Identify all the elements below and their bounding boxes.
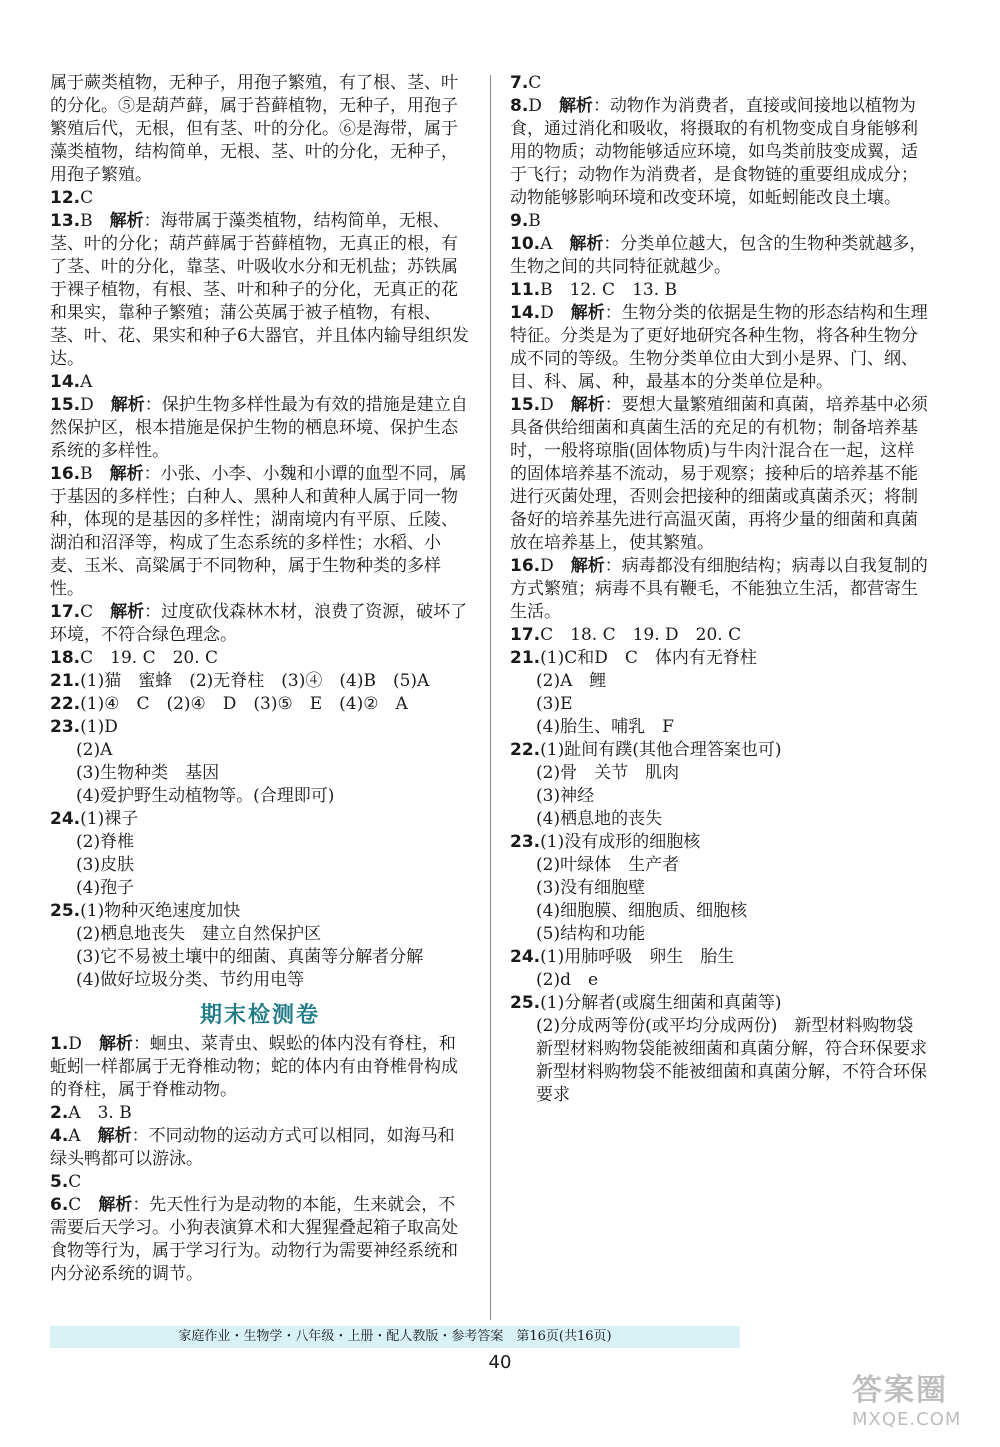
answer-text: (1)C和D C 体内有无脊柱 xyxy=(540,648,757,668)
answer-item xyxy=(50,785,470,808)
analysis-label: 解析 xyxy=(110,395,145,415)
answer-text: (2)脊椎 xyxy=(76,832,135,852)
answer-item xyxy=(50,1033,470,1102)
answer-text: A xyxy=(80,372,93,392)
answer-item xyxy=(50,716,470,739)
answer-text: (5)结构和功能 xyxy=(536,924,646,944)
answer-text: C xyxy=(80,188,94,208)
answer-item xyxy=(50,693,470,716)
answer-text: (4)做好垃圾分类、节约用电等 xyxy=(76,970,305,990)
answer-item xyxy=(50,900,470,923)
question-number: 12. xyxy=(50,188,81,208)
question-number: 18. xyxy=(50,648,81,668)
answer-text: (2)A 鲤 xyxy=(536,671,607,691)
footer-bar: 家庭作业・生物学・八年级・上册・配人教版・参考答案 第16页(共16页) xyxy=(50,1326,740,1348)
answer-text: (1)用肺呼吸 卵生 胎生 xyxy=(540,947,735,967)
answer-text: ：先天性行为是动物的本能，生来就会，不需要后天学习。小狗表演算术和大猩猩叠起箱子取高处食物等行为，属于学习行为。动物行为需要神经系统和内分泌系统的调节。 xyxy=(50,1195,458,1284)
answer-text: C 18. C 19. D 20. C xyxy=(540,625,742,645)
answer-item xyxy=(510,555,930,624)
answer-text: B xyxy=(528,211,541,231)
answer-item xyxy=(50,739,470,762)
answer-text: ：保护生物多样性最为有效的措施是建立自然保护区，根本措施是保护生物的栖息环境、保护生态系统的多样性。 xyxy=(50,395,468,461)
answer-item xyxy=(50,371,470,394)
answer-item xyxy=(510,739,930,762)
answer-item xyxy=(510,394,930,555)
answer-text: (2)A xyxy=(76,740,113,760)
answer-text: (4)胎生、哺乳 F xyxy=(536,717,674,737)
watermark-bottom-text: MXQE.COM xyxy=(852,1409,962,1430)
answer-text: (1)④ C (2)④ D (3)⑤ E (4)② A xyxy=(80,694,408,714)
answer-item xyxy=(510,72,930,95)
answer-text: (3)没有细胞壁 xyxy=(536,878,646,898)
answer-text: (4)孢子 xyxy=(76,878,135,898)
answer-item xyxy=(50,969,470,992)
answer-text: (3)皮肤 xyxy=(76,855,135,875)
answer-item xyxy=(510,210,930,233)
answer-item xyxy=(510,233,930,279)
column-divider xyxy=(490,75,491,1320)
answer-item xyxy=(510,992,930,1015)
answer-item xyxy=(50,1125,470,1171)
answer-item xyxy=(50,187,470,210)
answer-item xyxy=(510,969,930,992)
analysis-label: 解析 xyxy=(569,234,604,254)
answer-text: (4)爱护野生动植物等。(合理即可) xyxy=(76,786,335,806)
question-number: 13. xyxy=(50,211,81,231)
answer-letter: D xyxy=(540,395,554,415)
question-number: 24. xyxy=(510,947,541,967)
answer-item xyxy=(50,1102,470,1125)
answer-text: ：动物作为消费者，直接或间接地以植物为食，通过消化和吸收，将摄取的有机物变成自身能够利用的物质；动物能够适应环境，如鸟类前肢变成翼，适于飞行；动物作为消费者，是食物链的重要组成成分；动物能够影响环境和改变环境，如蚯蚓能改良土壤。 xyxy=(510,96,918,208)
answer-item xyxy=(510,716,930,739)
watermark-logo xyxy=(852,1365,982,1430)
question-number: 21. xyxy=(510,648,541,668)
answer-letter: D xyxy=(68,1034,82,1054)
answer-text: (2)骨 关节 肌肉 xyxy=(536,763,680,783)
analysis-label: 解析 xyxy=(109,464,144,484)
answer-item xyxy=(50,923,470,946)
analysis-label: 解析 xyxy=(109,211,144,231)
answer-text: (1)物种灭绝速度加快 xyxy=(80,901,241,921)
question-number: 4. xyxy=(50,1126,69,1146)
question-number: 2. xyxy=(50,1103,69,1123)
question-number: 16. xyxy=(50,464,81,484)
answer-text: 属于蕨类植物，无种子，用孢子繁殖，有了根、茎、叶的分化。⑤是葫芦藓，属于苔藓植物，无种子，用孢子繁殖后代，无根，但有茎、叶的分化。⑥是海带，属于藻类植物，结构简单，无根、茎、叶的分化，无种子，用孢子繁殖。 xyxy=(50,73,458,185)
analysis-label: 解析 xyxy=(98,1195,133,1215)
answer-text: (3)神经 xyxy=(536,786,595,806)
answer-letter: D xyxy=(540,303,554,323)
answer-text: B 12. C 13. B xyxy=(540,280,677,300)
question-number: 23. xyxy=(510,832,541,852)
answer-text: (4)细胞膜、细胞质、细胞核 xyxy=(536,901,748,921)
page-number: 40 xyxy=(488,1352,512,1373)
answer-item xyxy=(510,785,930,808)
question-number: 17. xyxy=(50,602,81,622)
answer-item xyxy=(50,210,470,371)
answer-text: (1)裸子 xyxy=(80,809,139,829)
answer-text: (1)分解者(或腐生细菌和真菌等) xyxy=(540,993,782,1013)
answer-item xyxy=(510,831,930,854)
question-number: 23. xyxy=(50,717,81,737)
answer-item xyxy=(510,854,930,877)
answer-item xyxy=(50,601,470,647)
answer-item xyxy=(510,647,930,670)
answer-text: (1)趾间有蹼(其他合理答案也可) xyxy=(540,740,782,760)
answer-text: (3)E xyxy=(536,694,573,714)
answer-item xyxy=(50,394,470,463)
answer-letter: A xyxy=(540,234,553,254)
answer-letter: A xyxy=(68,1126,81,1146)
question-number: 24. xyxy=(50,809,81,829)
answer-text: ：生物分类的依据是生物的形态结构和生理特征。分类是为了更好地研究各种生物，将各种生物分成不同的等级。生物分类单位由大到小是界、门、纲、目、科、属、种，最基本的分类单位是种。 xyxy=(510,303,928,392)
question-number: 6. xyxy=(50,1195,69,1215)
analysis-label: 解析 xyxy=(110,602,145,622)
answer-text: (3)生物种类 基因 xyxy=(76,763,220,783)
answer-letter: C xyxy=(68,1195,82,1215)
question-number: 25. xyxy=(510,993,541,1013)
answer-text: ：病毒都没有细胞结构；病毒以自我复制的方式繁殖；病毒不具有鞭毛，不能独立生活，都营寄生生活。 xyxy=(510,556,928,622)
answer-letter: D xyxy=(80,395,94,415)
question-number: 25. xyxy=(50,901,81,921)
question-number: 11. xyxy=(510,280,541,300)
analysis-label: 解析 xyxy=(570,303,605,323)
analysis-label: 解析 xyxy=(558,96,593,116)
answer-item xyxy=(510,302,930,394)
answer-item xyxy=(510,900,930,923)
answer-text: (3)它不易被土壤中的细菌、真菌等分解者分解 xyxy=(76,947,424,967)
answer-text: (4)栖息地的丧失 xyxy=(536,809,663,829)
answer-text: ：小张、小李、小魏和小谭的血型不同，属于基因的多样性；白种人、黑种人和黄种人属于同一物种，体现的是基因的多样性；湖南境内有平原、丘陵、湖泊和沼泽等，构成了生态系统的多样性；水稻、小麦、玉米、高粱属于不同物种，属于生物种类的多样性。 xyxy=(50,464,467,599)
answer-text: C xyxy=(528,73,542,93)
question-number: 5. xyxy=(50,1172,69,1192)
answer-item xyxy=(510,624,930,647)
answer-item xyxy=(50,463,470,601)
answer-text: ：过度砍伐森林木材，浪费了资源，破坏了环境，不符合绿色理念。 xyxy=(50,602,468,645)
section-title: 期末检测卷 xyxy=(199,1003,320,1028)
answer-letter: B xyxy=(80,464,93,484)
question-number: 9. xyxy=(510,211,529,231)
analysis-label: 解析 xyxy=(98,1034,133,1054)
answer-text: ：海带属于藻类植物，结构简单，无根、茎、叶的分化；葫芦藓属于苔藓植物，无真正的根，有了茎、叶的分化，靠茎、叶吸收水分和无机盐；苏铁属于裸子植物，有根、茎、叶和种子的分化，无真正的花和果实，靠种子繁殖；蒲公英属于被子植物，有根、茎、叶、花、果实和种子6大器官，并且体内输导组织发达。 xyxy=(50,211,469,369)
answer-text: (1)D xyxy=(80,717,118,737)
answer-text: ：要想大量繁殖细菌和真菌，培养基中必须具备供给细菌和真菌生活的充足的有机物；制备培养基时，一般将琼脂(固体物质)与牛肉汁混合在一起，这样的固体培养基不流动，易于观察；接种后的培养基不能进行灭菌处理，否则会把接种的细菌或真菌杀灭；将制备好的培养基先进行高温灭菌，再将少量的细菌和真菌放在培养基上，使其繁殖。 xyxy=(510,395,928,553)
question-number: 14. xyxy=(50,372,81,392)
answer-text: (2)栖息地丧失 建立自然保护区 xyxy=(76,924,322,944)
answer-item xyxy=(50,72,470,187)
answer-item xyxy=(50,762,470,785)
question-number: 22. xyxy=(50,694,81,714)
answer-item xyxy=(50,1194,470,1286)
answer-item xyxy=(50,877,470,900)
question-number: 1. xyxy=(50,1034,69,1054)
answer-text: C 19. C 20. C xyxy=(80,648,219,668)
answer-letter: D xyxy=(540,556,554,576)
question-number: 15. xyxy=(50,395,81,415)
answer-item xyxy=(510,1015,944,1107)
question-number: 16. xyxy=(510,556,541,576)
answer-text: ：分类单位越大，包含的生物种类就越多，生物之间的共同特征就越少。 xyxy=(510,234,927,277)
answer-text: (2)分成两等份(或平均分成两份) 新型材料购物袋 新型材料购物袋能被细菌和真菌分解，符合环保要求 新型材料购物袋不能被细菌和真菌分解，不符合环保要求 xyxy=(536,1016,944,1105)
answer-item xyxy=(50,831,470,854)
answer-item xyxy=(510,670,930,693)
answer-letter: D xyxy=(528,96,542,116)
answer-item xyxy=(510,877,930,900)
answer-text: (2)d e xyxy=(536,970,599,990)
answer-text: ：不同动物的运动方式可以相同，如海马和绿头鸭都可以游泳。 xyxy=(50,1126,455,1169)
question-number: 7. xyxy=(510,73,529,93)
answer-text: (1)没有成形的细胞核 xyxy=(540,832,701,852)
answer-item xyxy=(50,670,470,693)
answer-letter: C xyxy=(80,602,94,622)
answer-text: ：蛔虫、菜青虫、蜈蚣的体内没有脊柱，和蚯蚓一样都属于无脊椎动物；蛇的体内有由脊椎骨构成的脊柱，属于脊椎动物。 xyxy=(50,1034,458,1100)
answer-item xyxy=(510,808,930,831)
answer-item xyxy=(50,647,470,670)
answer-item xyxy=(510,693,930,716)
answer-item xyxy=(510,762,930,785)
answer-letter: B xyxy=(80,211,93,231)
answer-item xyxy=(510,279,930,302)
answer-text: (1)猫 蜜蜂 (2)无脊柱 (3)④ (4)B (5)A xyxy=(80,671,430,691)
question-number: 10. xyxy=(510,234,541,254)
answer-text: A 3. B xyxy=(68,1103,132,1123)
answer-item xyxy=(510,946,930,969)
question-number: 8. xyxy=(510,96,529,116)
answer-text: C xyxy=(68,1172,82,1192)
left-column xyxy=(50,72,470,1286)
question-number: 17. xyxy=(510,625,541,645)
answer-item xyxy=(50,808,470,831)
analysis-label: 解析 xyxy=(570,556,605,576)
analysis-label: 解析 xyxy=(570,395,605,415)
right-column xyxy=(510,72,944,1107)
question-number: 21. xyxy=(50,671,81,691)
answer-text: (2)叶绿体 生产者 xyxy=(536,855,680,875)
answer-item xyxy=(50,1171,470,1194)
answer-item xyxy=(50,854,470,877)
question-number: 15. xyxy=(510,395,541,415)
question-number: 14. xyxy=(510,303,541,323)
watermark-top-text: 答案圈 xyxy=(852,1373,948,1408)
answer-item xyxy=(510,95,930,210)
question-number: 22. xyxy=(510,740,541,760)
analysis-label: 解析 xyxy=(97,1126,132,1146)
answer-item xyxy=(510,923,930,946)
answer-item xyxy=(50,946,470,969)
